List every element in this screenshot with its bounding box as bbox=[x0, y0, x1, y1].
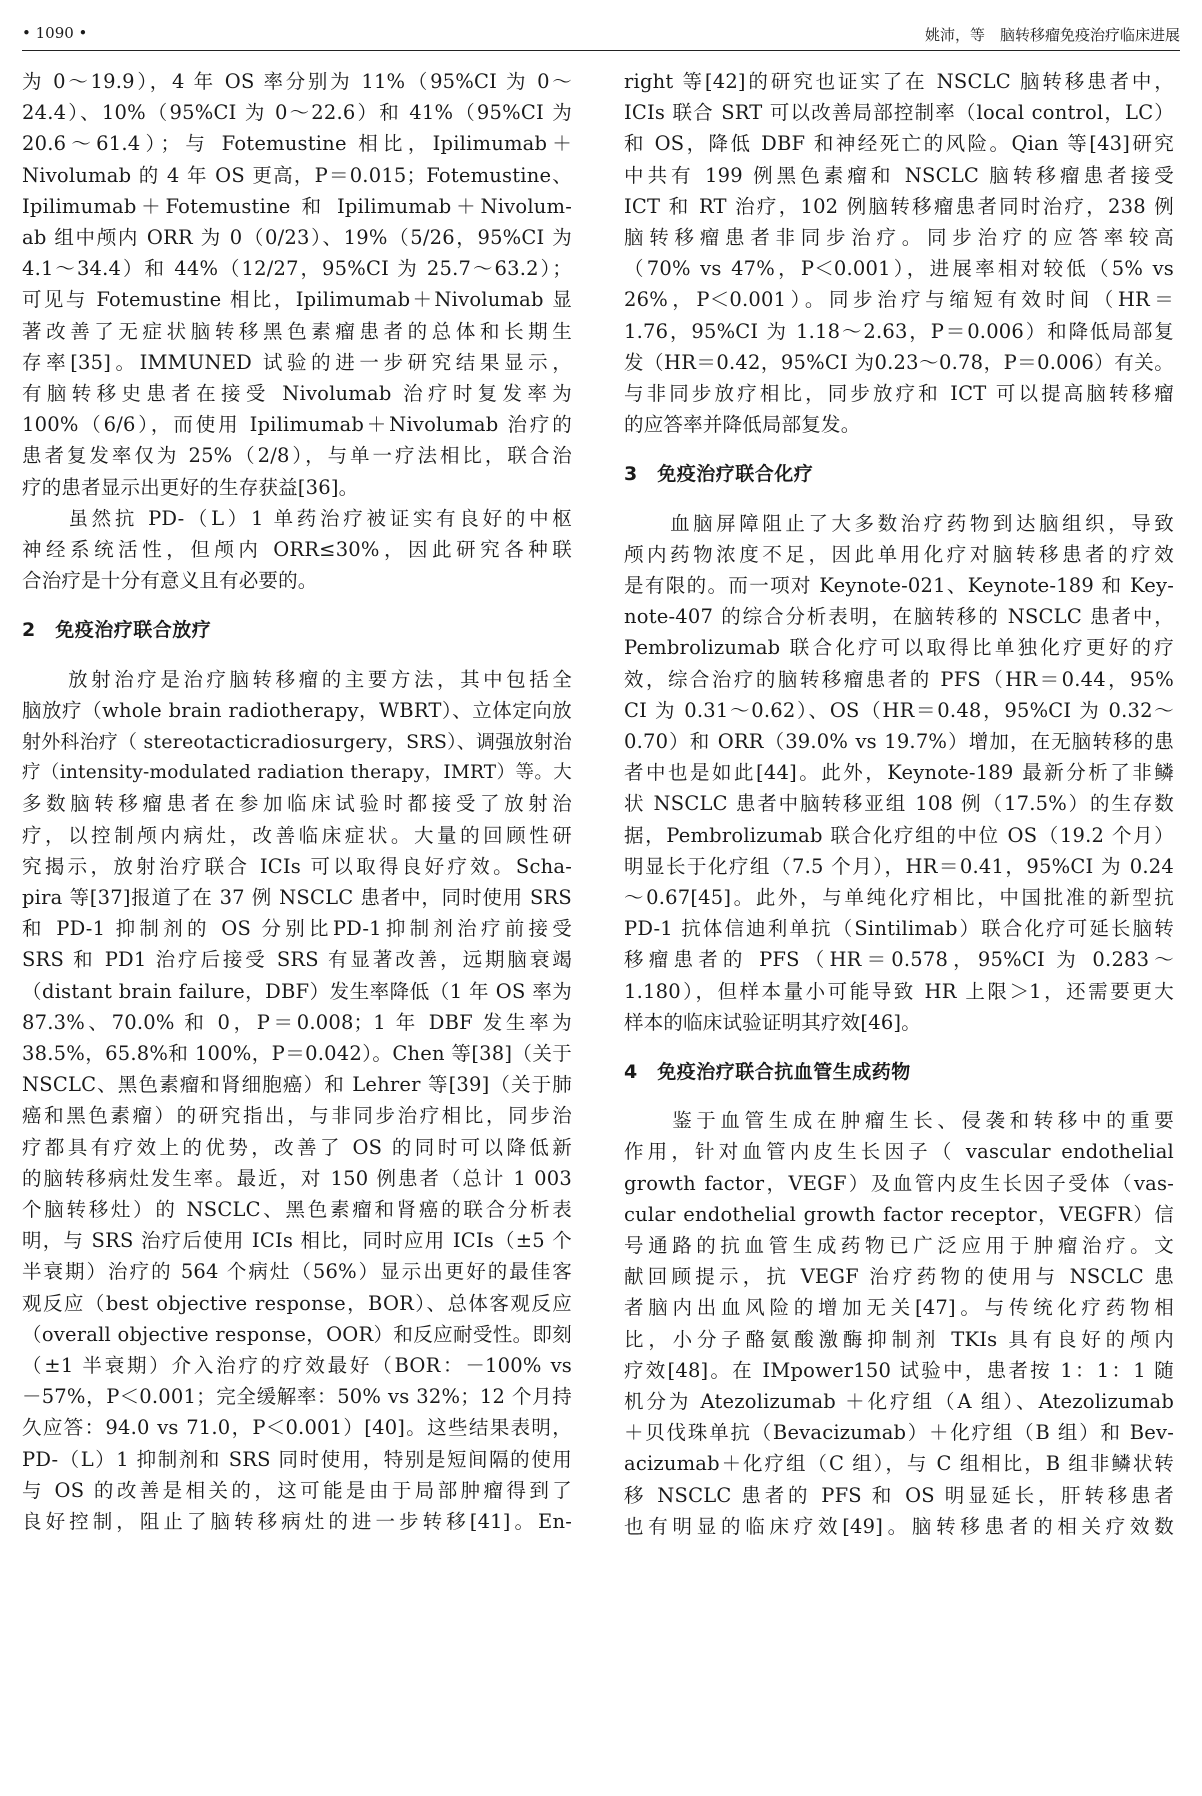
text-line: PD-1 抗体信迪利单抗（Sintilimab）联合化疗可延长脑转 bbox=[624, 917, 1174, 941]
text-line: 状 NSCLC 患者中脑转移亚组 108 例（17.5%）的生存数 bbox=[624, 792, 1174, 816]
text-line: CI 为 0.31～0.62）、OS（HR＝0.48，95%CI 为 0.32～ bbox=[624, 698, 1174, 722]
text-line: 血脑屏障阻止了大多数治疗药物到达脑组织，导致 bbox=[624, 511, 1174, 535]
text-line: 患者复发率仅为 25%（2/8），与单一疗法相比，联合治 bbox=[22, 444, 572, 468]
text-line: 24.4）、10%（95%CI 为 0～22.6）和 41%（95%CI 为 bbox=[22, 101, 572, 125]
text-line: right 等[42]的研究也证实了在 NSCLC 脑转移患者中， bbox=[624, 70, 1174, 93]
text-line: 射外科治疗（ stereotacticradiosurgery，SRS）、调强放射治 bbox=[22, 731, 572, 753]
text-line: －57%，P＜0.001；完全缓解率：50% vs 32%；12 个月持 bbox=[22, 1385, 572, 1409]
text-line: 效，综合治疗的脑转移瘤患者的 PFS（HR＝0.44，95% bbox=[624, 667, 1174, 691]
text-line: 明显长于化疗组（7.5 个月），HR＝0.41，95%CI 为 0.24 bbox=[624, 854, 1174, 878]
text-line: 的脑转移病灶发生率。最近，对 150 例患者（总计 1 003 bbox=[22, 1166, 572, 1190]
text-line: 疗的患者显示出更好的生存获益[36]。 bbox=[22, 475, 359, 499]
text-line: （70% vs 47%，P＜0.001），进展率相对较低（5% vs bbox=[624, 257, 1174, 281]
text-line: acizumab＋化疗组（C 组），与 C 组相比，B 组非鳞状转 bbox=[624, 1452, 1174, 1476]
text-line: ＋贝伐珠单抗（Bevacizumab）＋化疗组（B 组）和 Bev- bbox=[624, 1421, 1174, 1445]
text-line: PD-（L）1 抑制剂和 SRS 同时使用，特别是短间隔的使用 bbox=[22, 1447, 572, 1471]
text-line: Nivolumab 的 4 年 OS 更高，P＝0.015；Fotemustine、 bbox=[22, 163, 572, 187]
text-line: 放射治疗是治疗脑转移瘤的主要方法，其中包括全 bbox=[22, 667, 572, 691]
text-line: 脑转移瘤患者非同步治疗。同步治疗的应答率较高 bbox=[624, 226, 1174, 249]
text-line: 疗（intensity-modulated radiation therapy，IMRT）等。大 bbox=[22, 762, 572, 784]
text-line: pira 等[37]报道了在 37 例 NSCLC 患者中，同时使用 SRS bbox=[22, 886, 572, 909]
text-line: 100%（6/6），而使用 Ipilimumab＋Nivolumab 治疗的 bbox=[22, 413, 572, 437]
text-line: 合治疗是十分有意义且有必要的。 bbox=[22, 569, 318, 593]
section-heading: 3 免疫治疗联合化疗 bbox=[624, 463, 814, 486]
text-line: 和 PD-1 抑制剂的 OS 分别比PD-1抑制剂治疗前接受 bbox=[22, 917, 572, 941]
text-line: 脑放疗（whole brain radiotherapy，WBRT）、立体定向放 bbox=[22, 698, 572, 722]
text-line: 号通路的抗血管生成药物已广泛应用于肿瘤治疗。文 bbox=[624, 1234, 1174, 1257]
text-line: 与 OS 的改善是相关的，这可能是由于局部肿瘤得到了 bbox=[22, 1478, 572, 1502]
text-line: 87.3%、70.0% 和 0，P＝0.008；1 年 DBF 发生率为 bbox=[22, 1010, 572, 1034]
section-heading: 2 免疫治疗联合放疗 bbox=[22, 619, 212, 642]
text-line: 0.70）和 ORR（39.0% vs 19.7%）增加，在无脑转移的患 bbox=[624, 730, 1174, 753]
text-line: 是有限的。而一项对 Keynote-021、Keynote-189 和 Key- bbox=[624, 574, 1174, 597]
text-line: 者脑内出血风险的增加无关[47]。与传统化疗药物相 bbox=[624, 1296, 1174, 1320]
text-line: （overall objective response，OOR）和反应耐受性。即刻 bbox=[22, 1322, 572, 1346]
text-line: 比，小分子酪氨酸激酶抑制剂 TKIs 具有良好的颅内 bbox=[624, 1327, 1174, 1351]
text-line: 发（HR＝0.42，95%CI 为0.23～0.78，P＝0.006）有关。 bbox=[624, 350, 1174, 374]
text-line: 1.76，95%CI 为 1.18～2.63，P＝0.006）和降低局部复 bbox=[624, 319, 1174, 343]
text-line: ～0.67[45]。此外，与单纯化疗相比，中国批准的新型抗 bbox=[624, 886, 1174, 909]
text-line: Ipilimumab＋Fotemustine 和 Ipilimumab＋Nivolum- bbox=[22, 194, 572, 218]
text-line: 也有明显的临床疗效[49]。脑转移患者的相关疗效数 bbox=[624, 1514, 1174, 1538]
text-line: 38.5%，65.8%和 100%，P＝0.042）。Chen 等[38]（关于 bbox=[22, 1042, 572, 1065]
text-line: 癌和黑色素瘤）的研究指出，与非同步治疗相比，同步治 bbox=[22, 1104, 572, 1128]
text-line: 据，Pembrolizumab 联合化疗组的中位 OS（19.2 个月） bbox=[624, 823, 1174, 847]
text-line: 有脑转移史患者在接受 Nivolumab 治疗时复发率为 bbox=[22, 382, 572, 405]
text-line: 可见与 Fotemustine 相比，Ipilimumab＋Nivolumab 显 bbox=[22, 288, 572, 312]
text-line: 20.6～61.4）；与 Fotemustine 相比，Ipilimumab＋ bbox=[22, 132, 572, 156]
text-line: 中共有 199 例黑色素瘤和 NSCLC 脑转移瘤患者接受 bbox=[624, 163, 1174, 187]
text-line: 样本的临床试验证明其疗效[46]。 bbox=[624, 1010, 921, 1034]
text-line: 4.1～34.4）和 44%（12/27，95%CI 为 25.7～63.2）； bbox=[22, 257, 572, 281]
text-line: 疗，以控制颅内病灶，改善临床症状。大量的回顾性研 bbox=[22, 823, 572, 847]
text-line: Pembrolizumab 联合化疗可以取得比单独化疗更好的疗 bbox=[624, 636, 1174, 660]
text-line: （±1 半衰期）介入治疗的疗效最好（BOR：－100% vs bbox=[22, 1354, 572, 1377]
text-line: ICT 和 RT 治疗，102 例脑转移瘤患者同时治疗，238 例 bbox=[624, 194, 1174, 218]
text-line: 久应答：94.0 vs 71.0，P＜0.001）[40]。这些结果表明， bbox=[22, 1416, 572, 1440]
text-line: ICIs 联合 SRT 可以改善局部控制率（local control，LC） bbox=[624, 101, 1174, 125]
text-line: 献回顾提示，抗 VEGF 治疗药物的使用与 NSCLC 患 bbox=[624, 1265, 1174, 1289]
text-line: NSCLC、黑色素瘤和肾细胞癌）和 Lehrer 等[39]（关于肺 bbox=[22, 1073, 572, 1097]
text-line: 虽然抗 PD-（L）1 单药治疗被证实有良好的中枢 bbox=[22, 506, 572, 530]
page-number: • 1090 • bbox=[22, 24, 88, 42]
text-line: 明，与 SRS 治疗后使用 ICIs 相比，同时应用 ICIs（±5 个 bbox=[22, 1229, 572, 1253]
text-line: cular endothelial growth factor receptor，VEGFR）信 bbox=[624, 1202, 1174, 1226]
text-line: （distant brain failure，DBF）发生率降低（1 年 OS 率为 bbox=[22, 979, 572, 1003]
text-line: 和 OS，降低 DBF 和神经死亡的风险。Qian 等[43]研究 bbox=[624, 132, 1174, 156]
text-line: 26%，P＜0.001）。同步治疗与缩短有效时间（HR＝ bbox=[624, 288, 1174, 312]
text-line: 机分为 Atezolizumab ＋化疗组（A 组）、Atezolizumab bbox=[624, 1390, 1174, 1413]
running-header bbox=[22, 18, 1180, 51]
text-line: SRS 和 PD1 治疗后接受 SRS 有显著改善，远期脑衰竭 bbox=[22, 948, 572, 972]
text-line: 颅内药物浓度不足，因此单用化疗对脑转移患者的疗效 bbox=[624, 542, 1174, 566]
text-line: 良好控制，阻止了脑转移病灶的进一步转移[41]。En- bbox=[22, 1510, 572, 1533]
text-line: 鉴于血管生成在肿瘤生长、侵袭和转移中的重要 bbox=[624, 1109, 1174, 1133]
text-line: 移 NSCLC 患者的 PFS 和 OS 明显延长，肝转移患者 bbox=[624, 1483, 1174, 1507]
text-line: 观反应（best objective response，BOR）、总体客观反应 bbox=[22, 1291, 572, 1315]
text-line: 与非同步放疗相比，同步放疗和 ICT 可以提高脑转移瘤 bbox=[624, 382, 1174, 405]
text-line: growth factor，VEGF）及血管内皮生长因子受体（vas- bbox=[624, 1171, 1174, 1195]
text-line: 者中也是如此[44]。此外，Keynote-189 最新分析了非鳞 bbox=[624, 761, 1174, 785]
text-line: 疗效[48]。在 IMpower150 试验中，患者按 1：1：1 随 bbox=[624, 1358, 1174, 1382]
text-line: 多数脑转移瘤患者在参加临床试验时都接受了放射治 bbox=[22, 792, 572, 816]
text-line: 疗都具有疗效上的优势，改善了 OS 的同时可以降低新 bbox=[22, 1135, 572, 1159]
text-line: 的应答率并降低局部复发。 bbox=[624, 413, 861, 437]
text-line: 移瘤患者的 PFS（HR＝0.578，95%CI 为 0.283～ bbox=[624, 948, 1174, 972]
running-title: 姚沛，等 脑转移瘤免疫治疗临床进展 bbox=[924, 26, 1180, 44]
section-heading: 4 免疫治疗联合抗血管生成药物 bbox=[624, 1061, 911, 1083]
text-line: 究揭示，放射治疗联合 ICIs 可以取得良好疗效。Scha- bbox=[22, 854, 572, 878]
text-line: note-407 的综合分析表明，在脑转移的 NSCLC 患者中， bbox=[624, 605, 1174, 629]
text-line: 为 0～19.9），4 年 OS 率分别为 11%（95%CI 为 0～ bbox=[22, 70, 572, 93]
text-line: 作用，针对血管内皮生长因子（ vascular endothelial bbox=[624, 1140, 1174, 1164]
text-line: 半衰期）治疗的 564 个病灶（56%）显示出更好的最佳客 bbox=[22, 1260, 572, 1284]
text-line: 1.180），但样本量小可能导致 HR 上限＞1，还需要更大 bbox=[624, 979, 1174, 1003]
text-line: 著改善了无症状脑转移黑色素瘤患者的总体和长期生 bbox=[22, 319, 572, 343]
text-line: 个脑转移灶）的 NSCLC、黑色素瘤和肾癌的联合分析表 bbox=[22, 1198, 572, 1221]
text-line: ab 组中颅内 ORR 为 0（0/23）、19%（5/26，95%CI 为 bbox=[22, 226, 572, 249]
text-line: 神经系统活性，但颅内 ORR≤30%，因此研究各种联 bbox=[22, 538, 572, 561]
text-line: 存率[35]。IMMUNED 试验的进一步研究结果显示， bbox=[22, 350, 572, 374]
